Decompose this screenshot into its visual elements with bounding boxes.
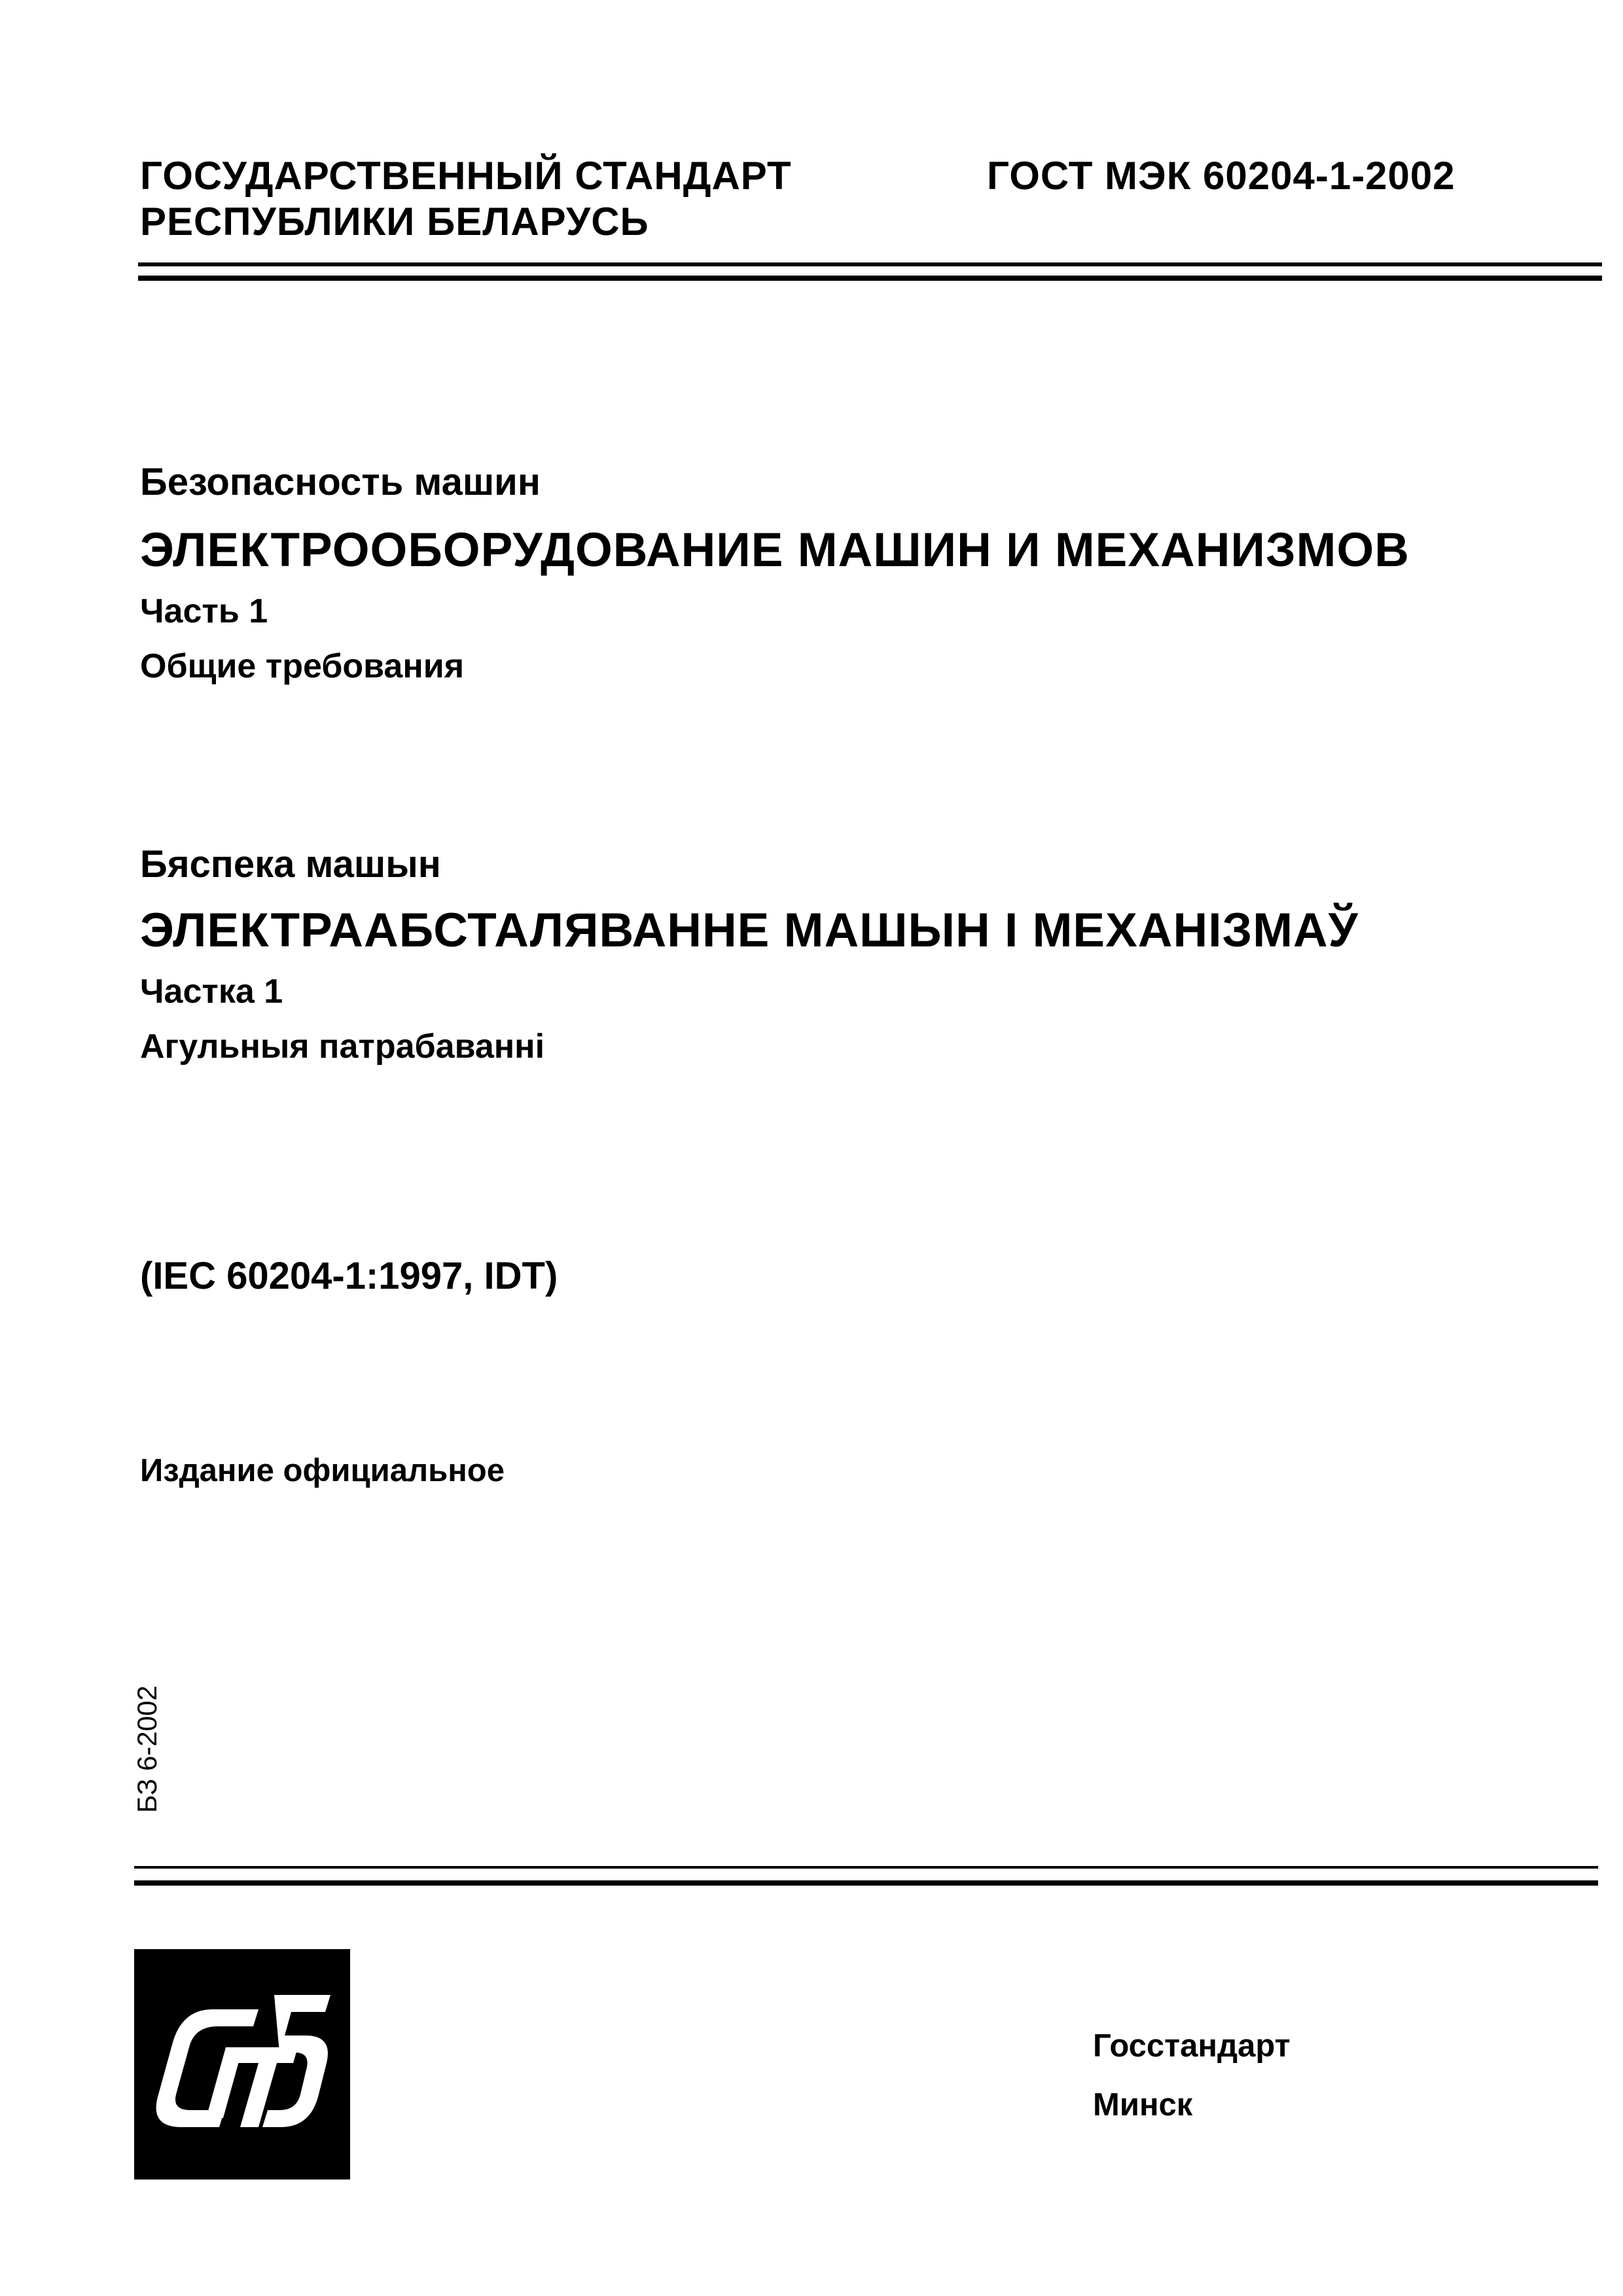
header-rule-thin [138,262,1602,266]
ru-part: Часть 1 [140,592,268,630]
publisher-city: Минск [1093,2087,1193,2123]
by-part: Частка 1 [140,973,283,1011]
header-rule-thick [138,276,1602,281]
ru-subtitle: Общие требования [140,647,465,685]
ru-title: ЭЛЕКТРООБОРУДОВАНИЕ МАШИН И МЕХАНИЗМОВ [140,524,1410,577]
by-subtitle: Агульныя патрабаванні [140,1028,545,1066]
footer-rule-thin [134,1866,1598,1869]
footer-rule-thick [134,1880,1598,1886]
ru-subject: Безопасность машин [140,461,541,503]
by-subject: Бяспека машын [140,843,441,886]
edition-label: Издание официальное [140,1453,505,1488]
by-title: ЭЛЕКТРААБСТАЛЯВАННЕ МАШЫН І МЕХАНІЗМАЎ [140,904,1359,957]
publisher-name: Госстандарт [1093,2028,1291,2064]
issuer-line-1: ГОСУДАРСТВЕННЫЙ СТАНДАРТ [140,154,792,198]
standard-designation: ГОСТ МЭК 60204-1-2002 [987,154,1455,198]
stamp-wrapper [124,1682,177,1813]
stb-logo-icon [134,1949,350,2179]
issuer-line-2: РЕСПУБЛИКИ БЕЛАРУСЬ [140,200,649,243]
stamp-code: БЗ 6-2002 [132,1685,162,1813]
iec-reference: (IEC 60204-1:1997, IDT) [140,1255,558,1297]
